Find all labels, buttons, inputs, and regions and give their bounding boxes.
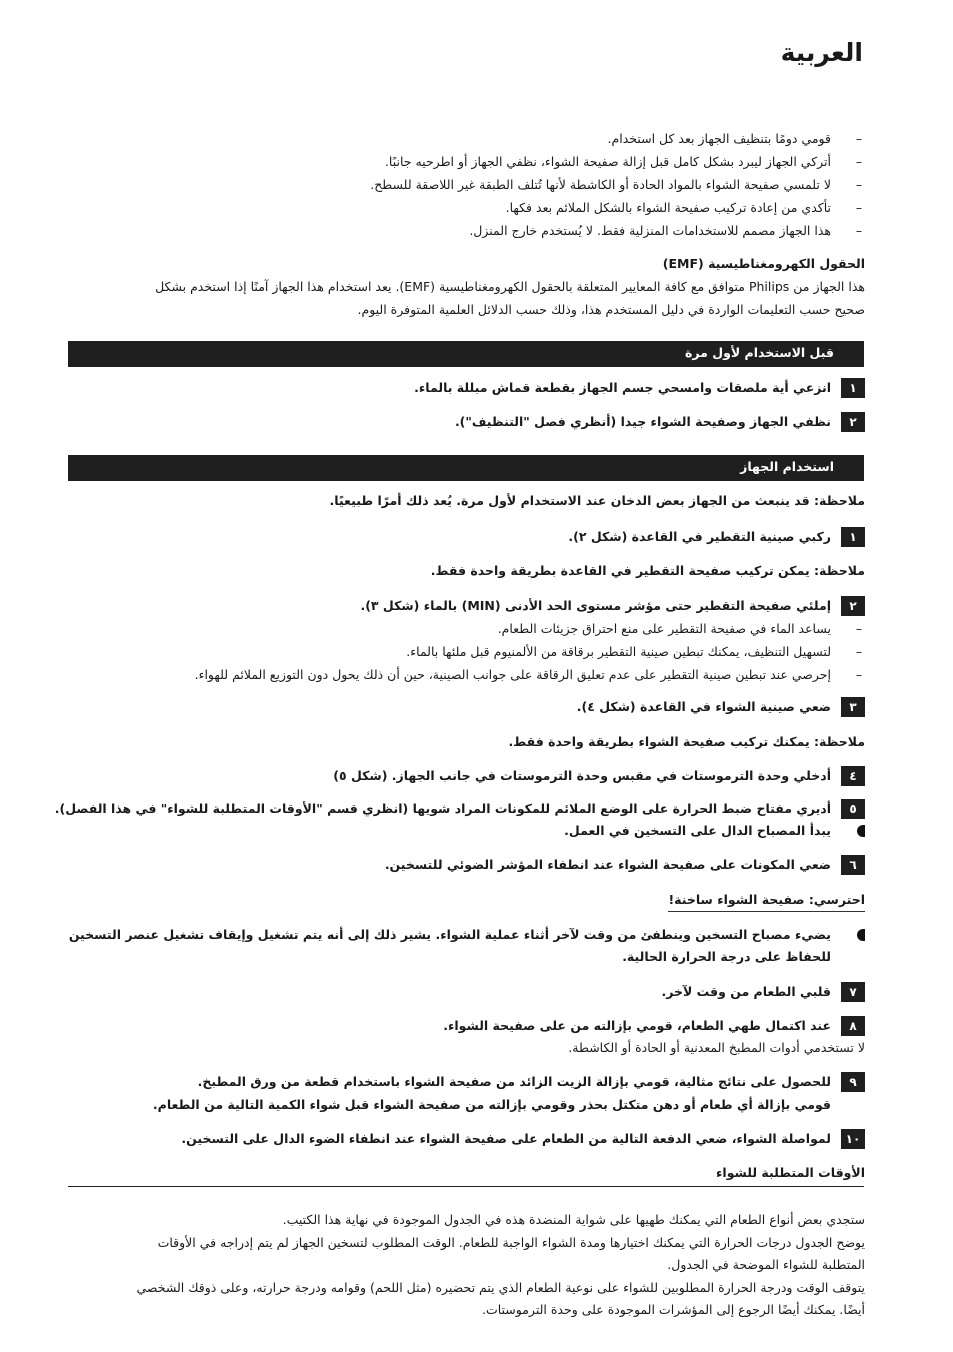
step-7-use: ٧ قلبي الطعام من وقت لآخر.	[75, 981, 865, 1005]
bullet-icon	[857, 929, 865, 941]
bullet-icon	[857, 825, 865, 837]
step-2-before: ٢ نظفي الجهاز وصفيحة الشواء جيدا (أنظري فصل "التنظيف").	[75, 411, 865, 435]
list-item: – هذا الجهاز مصمم للاستخدامات المنزلية فقط. لا يُستخدم خارج المنزل.	[469, 223, 863, 238]
times-heading: الأوقات المتطلبة للشواء	[716, 1165, 865, 1180]
step-8-use: ٨ عند اكتمال طهي الطعام، قومي بإزالته من على صفيحة الشواء.	[75, 1015, 865, 1039]
page-title: العربية	[780, 38, 863, 67]
times-paragraph: يوضح الجدول درجات الحرارة التي يمكنك اختيارها ومدة الشواء الواجبة للطعام. الوقت المطلوب لتسخين الجهاز لم يتم إدراجه في الأوقات	[157, 1235, 865, 1250]
section-header-using: استخدام الجهاز	[68, 455, 864, 481]
step-3-use: ٣ ضعي صينية الشواء في القاعدة (شكل ٤).	[75, 696, 865, 720]
step-6-use: ٦ ضعي المكونات على صفيحة الشواء عند انطفاء المؤشر الضوئي للتسخين.	[75, 854, 865, 878]
note-grill-plate: ملاحظة: يمكنك تركيب صفيحة الشواء بطريقة واحدة فقط.	[508, 734, 865, 749]
emf-text-line: هذا الجهاز من Philips متوافق مع كافة المعايير المتعلقة بالحقول الكهرومغناطيسية (EMF). يعد استخدام هذا الجهاز آمنًا إذا استخدم بشكل	[155, 279, 865, 294]
times-paragraph: ستجدي بعض أنواع الطعام التي يمكنك طهيها على شواية المنضدة هذه في الجدول الموجودة في نهاية هذا الكتيب.	[282, 1212, 865, 1227]
bullet-item: يبدأ المصباح الدال على التسخين في العمل.	[75, 820, 865, 844]
step-5-use: ٥ أديري مفتاح ضبط الحرارة على الوضع الملائم للمكونات المراد شويها (انظري قسم "الأوقات المتطلبة للشواء" في هذا الفصل).	[75, 798, 865, 822]
times-paragraph: أيضًا. يمكنك أيضًا الرجوع إلى المؤشرات الموجودة على وحدة الترموستات.	[481, 1302, 865, 1317]
times-paragraph: المتطلبة للشواء الموضحة في الجدول.	[667, 1257, 865, 1272]
step-2-use: ٢ إملئي صفيحة التقطير حتى مؤشر مستوى الحد الأدنى (MIN) بالماء (شكل ٣).	[75, 595, 865, 619]
list-item: – أتركي الجهاز ليبرد بشكل كامل قبل إزالة صفيحة الشواء، نظفي الجهاز أو اطرحيه جانبًا.	[384, 154, 863, 169]
note-smoke: ملاحظة: قد ينبعث من الجهاز بعض الدخان عند الاستخدام لأول مرة. يُعد ذلك أمرًا طبيعيًا.	[329, 493, 865, 508]
list-item: – قومي دومًا بتنظيف الجهاز بعد كل استخدام.	[607, 131, 863, 146]
step-1-use: ١ ركبي صينية التقطير في القاعدة (شكل ٢).	[75, 526, 865, 550]
step-10-use: ١٠ لمواصلة الشواء، ضعي الدفعة التالية من الطعام على صفيحة الشواء عند انطفاء الضوء الدال على التسخين.	[75, 1128, 865, 1152]
divider	[68, 1186, 864, 1187]
note-drip-tray: ملاحظة: يمكن تركيب صفيحة التقطير في القاعدة بطريقة واحدة فقط.	[430, 563, 865, 578]
section-header-before-use: قبل الاستخدام لأول مرة	[68, 341, 864, 367]
step-9-use: ٩ للحصول على نتائج مثالية، قومي بإزالة الزيت الزائد من صفيحة الشواء باستخدام قطعة من ورق المطبخ.	[75, 1071, 865, 1095]
step-4-use: ٤ أدخلي وحدة الترموستات في مقبس وحدة الترموستات في جانب الجهاز. (شكل ٥)	[75, 765, 865, 789]
list-item: – لتسهيل التنظيف، يمكنك تبطين صينية التقطير برقاقة من الألمنيوم قبل ملئها بالماء.	[406, 644, 863, 659]
emf-text-line: صحيح حسب التعليمات الواردة في دليل المستخدم هذا، وذلك حسب الدلائل العلمية المتوفرة اليوم.	[357, 302, 865, 317]
list-item: – لا تلمسي صفيحة الشواء بالمواد الحادة أو الكاشطة لأنها تُتلف الطبقة غير اللاصقة للسطح.	[370, 177, 863, 192]
list-item: – تأكدي من إعادة تركيب صفيحة الشواء بالشكل الملائم بعد فكها.	[505, 200, 863, 215]
step-1-before: ١ انزعي أية ملصقات وامسحي جسم الجهاز بقطعة قماش مبللة بالماء.	[75, 377, 865, 401]
step-9-continuation: قومي بإزالة أي طعام أو دهن متكتل بحذر وقومي بإزالته من صفيحة الشواء قبل شواء الكمية التالية من الطعام.	[152, 1097, 831, 1112]
emf-heading: الحقول الكهرومغناطيسية (EMF)	[662, 256, 865, 271]
bullet-continuation: للحفاظ على درجة الحرارة الحالية.	[622, 949, 831, 964]
list-item: – إحرصي عند تبطين صينية التقطير على عدم تعليق الرقاقة على جوانب الصينية، حين أن ذلك يحول دون التوزيع الملائم للهواء.	[194, 667, 863, 682]
step-8-note: لا تستخدمي أدوات المطبخ المعدنية أو الحادة أو الكاشطة.	[568, 1040, 865, 1055]
times-paragraph: يتوقف الوقت ودرجة الحرارة المطلوبين للشواء على نوعية الطعام الذي يتم تحضيره (مثل اللحم) وقوامه ودرجة حرارته، وعلى ذوقك الشخصي	[136, 1280, 865, 1295]
bullet-item: يضيء مصباح التسخين وينطفئ من وقت لآخر أثناء عملية الشواء. يشير ذلك إلى أنه يتم تشغيل وإيقاف تشغيل عنصر التسخين	[75, 924, 865, 948]
list-item: – يساعد الماء في صفيحة التقطير على منع احتراق جزيئات الطعام.	[497, 621, 863, 636]
caution-heading: احترسي: صفيحة الشواء ساخنة!	[668, 889, 865, 912]
